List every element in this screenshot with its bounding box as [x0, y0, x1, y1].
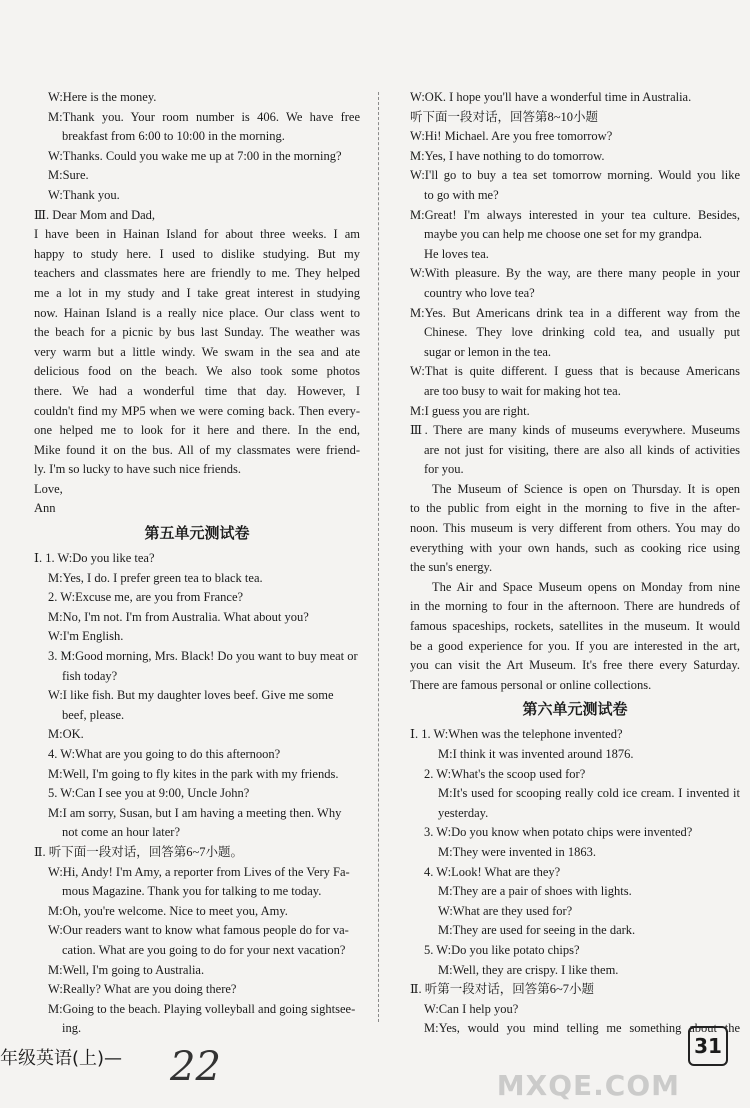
text-line: M:Oh, you're welcome. Nice to meet you, Amy.	[48, 903, 288, 918]
text-line: Ⅰ. 1. W:When was the telephone invented?	[410, 727, 623, 742]
text-line: there. We had a wonderful time that day. However, I	[34, 383, 360, 398]
text-line: 5. W:Can I see you at 9:00, Uncle John?	[48, 786, 250, 801]
text-line: W:Really? What are you doing there?	[48, 982, 237, 997]
text-line: mous Magazine. Thank you for talking to me today.	[62, 884, 322, 899]
text-line: W:With pleasure. By the way, are there many people in your	[410, 266, 740, 281]
text-line: M:They are used for seeing in the dark.	[438, 923, 636, 938]
text-line: M:Well, I'm going to fly kites in the park with my friends.	[48, 766, 339, 781]
text-line: 2. W:Excuse me, are you from France?	[48, 590, 244, 605]
text-line: M:Yes, would you mind telling me something about the	[424, 1021, 740, 1036]
text-line: W:I'll go to buy a tea set tomorrow morning. Would you like	[410, 168, 740, 183]
text-line: I have been in Hainan Island for about three weeks. I am	[34, 227, 360, 242]
text-line: Mike found it on the bus. All of my classmates were friend-	[34, 442, 360, 457]
text-line: maybe you can help me choose one set for my grandpa.	[424, 227, 703, 242]
text-line: M:I guess you are right.	[410, 403, 530, 418]
text-line: W:Our readers want to know what famous people do for va-	[48, 923, 349, 938]
text-line: M:Going to the beach. Playing volleyball and going sightsee-	[48, 1001, 356, 1016]
text-line: 3. M:Good morning, Mrs. Black! Do you want to buy meat or	[48, 649, 358, 664]
text-line: ing.	[62, 1021, 82, 1036]
text-line: happy to study here. I used to dislike studying. But my	[34, 246, 360, 261]
page-number: 31	[688, 1026, 728, 1066]
text-line: 听下面一段对话，回答第8~10小题	[410, 109, 599, 124]
text-line: fish today?	[62, 668, 118, 683]
text-line: breakfast from 6:00 to 10:00 in the morning.	[62, 129, 285, 144]
text-line: not come an hour later?	[62, 825, 181, 840]
text-line: W:What are they used for?	[438, 903, 573, 918]
text-line: Ⅲ. Dear Mom and Dad,	[34, 207, 156, 222]
text-line: very warm but a little windy. We swam in the sea and ate	[34, 344, 360, 359]
text-line: the sun's energy.	[410, 560, 493, 575]
text-line: sugar or lemon in the tea.	[424, 344, 552, 359]
text-line: M:I am sorry, Susan, but I am having a meeting then. Why	[48, 805, 342, 820]
text-line: one helped me to look for it here and there. In the end,	[34, 423, 360, 438]
text-line: M:Well, I'm going to Australia.	[48, 962, 205, 977]
text-line: W:That is quite different. I guess that is because Americans	[410, 364, 740, 379]
text-line: W:Hi! Michael. Are you free tomorrow?	[410, 129, 613, 144]
text-line: are not just for visiting, there are also all kinds of activities	[424, 442, 740, 457]
text-line: famous spaceships, rockets, satellites in the museum. It would	[410, 619, 740, 634]
text-line: W:OK. I hope you'll have a wonderful time in Australia.	[410, 90, 692, 104]
text-line: country who love tea?	[424, 285, 535, 300]
text-line: teachers and classmates here are friendly to me. They helped	[34, 266, 360, 281]
text-line: M:Sure.	[48, 168, 89, 183]
text-line: 5. W:Do you like potato chips?	[424, 942, 580, 957]
text-line: cation. What are you going to do for your next vacation?	[62, 942, 346, 957]
text-line: Chinese. They love drinking cold tea, and usually put	[424, 325, 740, 340]
watermark: MXQE.COM	[496, 1069, 680, 1102]
text-line: 3. W:Do you know when potato chips were invented?	[424, 825, 693, 840]
text-line: Love,	[34, 481, 63, 496]
text-line: Ann	[34, 501, 56, 516]
text-line: you can visit the Art Museum. It's free there every Saturday.	[410, 658, 740, 673]
text-line: to go with me?	[424, 187, 499, 202]
text-line: yesterday.	[438, 805, 489, 820]
text-line: delicious food on the beach. We also took some photos	[34, 364, 360, 379]
text-line: noon. This museum is very different from others. You may do	[410, 521, 740, 536]
text-line: ly. I'm so lucky to have such nice friends.	[34, 462, 241, 477]
text-line: W:I like fish. But my daughter loves beef. Give me some	[48, 688, 334, 703]
section-heading: 第六单元测试卷	[522, 702, 628, 719]
text-line: M:No, I'm not. I'm from Australia. What about you?	[48, 609, 309, 624]
text-line: Ⅰ. 1. W:Do you like tea?	[34, 551, 155, 566]
section-heading: 第五单元测试卷	[144, 526, 250, 543]
text-line: There are famous personal or online collections.	[410, 677, 652, 692]
text-line: for you.	[424, 462, 464, 477]
text-line: are too busy to wait for making hot tea.	[424, 383, 621, 398]
text-line: M:They were invented in 1863.	[438, 844, 596, 859]
text-line: M:I think it was invented around 1876.	[438, 747, 634, 761]
text-line: to the public from eight in the morning to five in the after-	[410, 501, 740, 516]
footer-label: 年级英语(上)—	[0, 1048, 123, 1069]
text-line: beef, please.	[62, 707, 125, 722]
text-line: 4. W:Look! What are they?	[424, 864, 561, 879]
text-line: now. Hainan Island is a really nice place. Our class went to	[34, 305, 360, 320]
text-line: He loves tea.	[424, 246, 489, 261]
text-line: Ⅲ. There are many kinds of museums everywhere. Museums	[410, 423, 740, 438]
text-line: W:Thank you.	[48, 187, 120, 202]
text-line: be a good experience for you. If you are interested in the art,	[410, 638, 740, 653]
text-line: M:OK.	[48, 727, 84, 742]
text-line: The Air and Space Museum opens on Monday from nine	[432, 579, 740, 594]
text-line: M:Yes, I have nothing to do tomorrow.	[410, 148, 605, 163]
text-line: M:Yes. But Americans drink tea in a different way from the	[410, 305, 740, 320]
text-line: couldn't find my MP5 when we were coming back. Then every-	[34, 403, 360, 418]
text-line: me a lot in my study and I take great interest in studying	[34, 285, 360, 300]
text-line: W:Thanks. Could you wake me up at 7:00 in the morning?	[48, 148, 342, 163]
handwritten-note: 22	[170, 1044, 221, 1090]
right-column	[410, 88, 740, 1039]
text-line: W:Hi, Andy! I'm Amy, a reporter from Lives of the Very Fa-	[48, 864, 350, 879]
text-line: M:Great! I'm always interested in your tea culture. Besides,	[410, 207, 740, 222]
text-line: The Museum of Science is open on Thursday. It is open	[432, 481, 740, 496]
text-line: W:I'm English.	[48, 629, 124, 644]
text-line: M:It's used for scooping really cold ice cream. I invented it	[438, 786, 740, 801]
text-line: in the morning to four in the afternoon. There are hundreds of	[410, 599, 740, 614]
text-line: Ⅱ. 听第一段对话，回答第6~7小题	[410, 982, 595, 997]
text-line: Ⅱ. 听下面一段对话，回答第6~7小题。	[34, 844, 244, 859]
text-line: W:Here is the money.	[48, 90, 157, 104]
text-line: 4. W:What are you going to do this afternoon?	[48, 747, 281, 761]
text-line: W:Can I help you?	[424, 1001, 519, 1016]
left-column	[34, 88, 360, 1039]
text-line: everything with your own hands, such as cooking rice using	[410, 540, 740, 555]
column-divider	[378, 92, 379, 1022]
text-line: M:Well, they are crispy. I like them.	[438, 962, 619, 977]
text-line: M:They are a pair of shoes with lights.	[438, 884, 632, 899]
text-line: the beach for a picnic by bus last Sunday. The weather was	[34, 325, 360, 340]
text-line: M:Yes, I do. I prefer green tea to black tea.	[48, 570, 263, 585]
text-line: 2. W:What's the scoop used for?	[424, 766, 586, 781]
text-line: M:Thank you. Your room number is 406. We have free	[48, 109, 360, 124]
